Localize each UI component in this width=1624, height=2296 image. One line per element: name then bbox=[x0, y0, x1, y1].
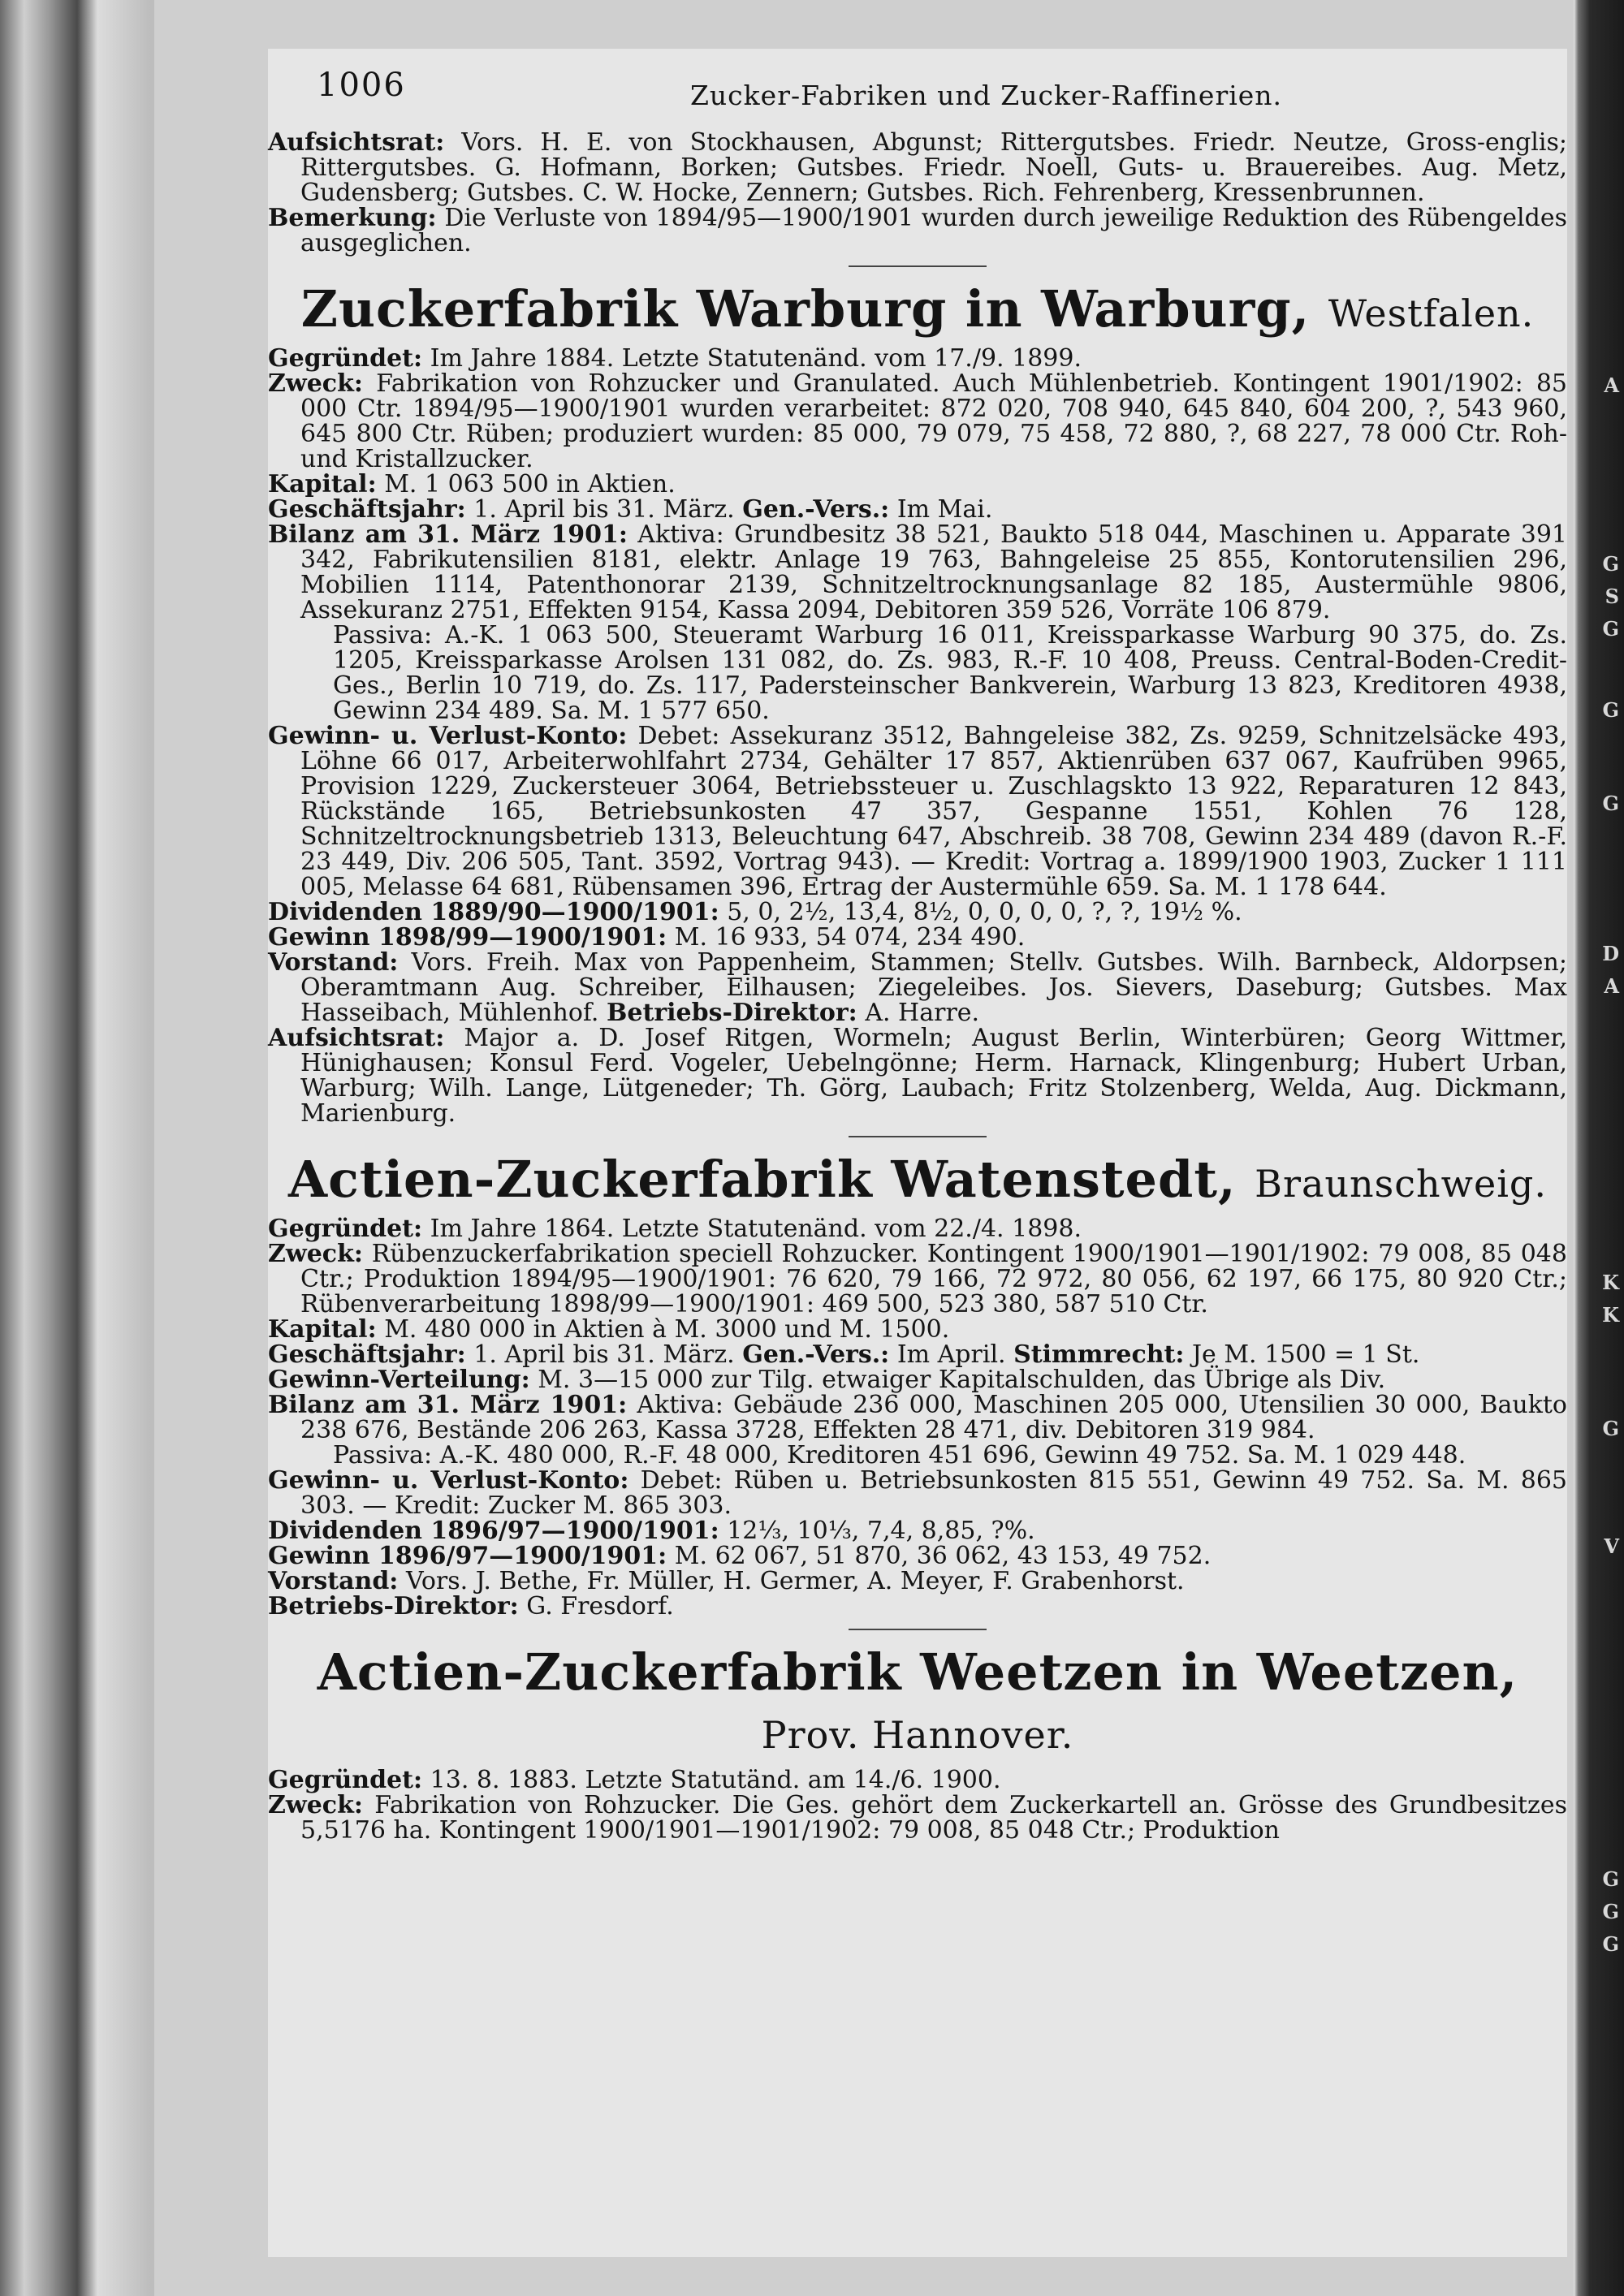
company-entry-warburg bbox=[268, 280, 1567, 1126]
entry-label: Gewinn-Verteilung: bbox=[268, 1366, 530, 1394]
entry-label: Zweck: bbox=[268, 1240, 363, 1268]
entry-text: M. 16 933, 54 074, 234 490. bbox=[674, 923, 1026, 952]
entry-line bbox=[268, 1569, 1567, 1594]
entry-label: Bemerkung: bbox=[268, 204, 437, 232]
edge-letter: G bbox=[1602, 552, 1619, 576]
edge-letter: K bbox=[1602, 1303, 1619, 1327]
entry-text: Im April. bbox=[896, 1340, 1006, 1369]
company-entry-watenstedt bbox=[268, 1150, 1567, 1619]
company-location: Westfalen. bbox=[1328, 291, 1535, 335]
edge-letter: G bbox=[1602, 1932, 1619, 1956]
entry-line bbox=[268, 1216, 1567, 1241]
entry-label: Kapital: bbox=[268, 1315, 377, 1344]
entry-line bbox=[268, 1468, 1567, 1518]
binding-gutter bbox=[0, 0, 154, 2296]
entry-label: Gewinn 1896/97—1900/1901: bbox=[268, 1542, 667, 1570]
section-divider bbox=[849, 265, 987, 267]
edge-letter: G bbox=[1602, 617, 1619, 641]
edge-letter: K bbox=[1602, 1271, 1619, 1294]
entry-label: Vorstand: bbox=[268, 948, 399, 977]
entry-label: Dividenden 1896/97—1900/1901: bbox=[268, 1517, 719, 1545]
entry-fragment bbox=[268, 130, 1567, 256]
entry-line bbox=[268, 1793, 1567, 1843]
page-header bbox=[317, 57, 1567, 111]
entry-label: Gegründet: bbox=[268, 1215, 423, 1243]
entry-text: Debet: Assekuranz 3512, Bahngeleise 382, Zs. 9259, Schnitzelsäcke 493, Löhne 66 017, Arbeiterwohlfahrt 2734, Gehälter 17 857, Aktienrüben 637 067, Kaufrüben 9965, Provision 1229, Zuckersteuer 3064, Betriebssteuer u. Zuschlagskto 13 922, Reparaturen 12 843, Rückstände 165, Betriebsunkosten 47 357, Gespanne 1551, Kohlen 76 128, Schnitzeltrocknungsbetrieb 1313, Beleuchtung 647, Abschreib. 38 708, Gewinn 234 489 (davon R.-F. 23 449, Div. 206 505, Tant. 3592, Vortrag 943). — Kredit: Vortrag a. 1899/1900 1903, Zucker 1 111 005, Melasse 64 681, Rübensamen 396, Ertrag der Austermühle 659. Sa. M. 1 178 644. bbox=[300, 722, 1567, 901]
entry-label: Gen.-Vers.: bbox=[742, 495, 890, 524]
entry-label: Bilanz am 31. März 1901: bbox=[268, 520, 628, 549]
entry-line bbox=[268, 205, 1567, 256]
entry-text: Je M. 1500 = 1 St. bbox=[1192, 1340, 1420, 1369]
entry-line bbox=[268, 371, 1567, 472]
section-divider bbox=[849, 1629, 987, 1630]
entry-line bbox=[268, 723, 1567, 900]
company-location: Prov. Hannover. bbox=[761, 1713, 1074, 1757]
edge-letter: G bbox=[1602, 1900, 1619, 1923]
entry-label: Aufsichtsrat: bbox=[268, 128, 445, 157]
company-title bbox=[268, 1150, 1567, 1213]
entry-label: Vorstand: bbox=[268, 1567, 399, 1595]
entry-text: M. 3—15 000 zur Tilg. etwaiger Kapitalschulden, das Übrige als Div. bbox=[538, 1366, 1386, 1394]
entry-text: Aktiva: Grundbesitz 38 521, Baukto 518 044, Maschinen u. Apparate 391 342, Fabrikutensilien 8181, elektr. Anlage 19 763, Bahngeleise 25 855, Kontorutensilien 296, Mobilien 1114, Patenthonorar 2139, Schnitzeltrocknungsanlage 82 185, Austermühle 9806, Assekuranz 2751, Effekten 9154, Kassa 2094, Debitoren 359 526, Vorräte 106 879. bbox=[300, 520, 1567, 624]
entry-line bbox=[268, 1594, 1567, 1619]
entry-label: Zweck: bbox=[268, 1791, 363, 1819]
edge-letter: S bbox=[1605, 585, 1619, 608]
company-title bbox=[268, 1643, 1567, 1764]
scanned-page bbox=[268, 49, 1567, 2257]
entry-label: Gewinn- u. Verlust-Konto: bbox=[268, 1466, 629, 1495]
company-entry-weetzen bbox=[268, 1643, 1567, 1843]
entry-text: Vors. H. E. von Stockhausen, Abgunst; Rittergutsbes. Friedr. Neutze, Gross-englis; Rittergutsbes. G. Hofmann, Borken; Gutsbes. Friedr. Noell, Guts- u. Brauereibes. Aug. Metz, Gudensberg; Gutsbes. C. W. Hocke, Zennern; Gutsbes. Rich. Fehrenberg, Kressenbrunnen. bbox=[300, 128, 1567, 207]
entry-text: Im Jahre 1884. Letzte Statutenänd. vom 17./9. 1899. bbox=[430, 344, 1082, 373]
entry-line bbox=[268, 522, 1567, 723]
entry-line bbox=[268, 472, 1567, 497]
entry-text: A. Harre. bbox=[865, 999, 980, 1027]
entry-text: M. 62 067, 51 870, 36 062, 43 153, 49 752. bbox=[674, 1542, 1212, 1570]
entry-line bbox=[268, 1025, 1567, 1126]
entry-line bbox=[268, 130, 1567, 205]
entry-text: Vors. Freih. Max von Pappenheim, Stammen; Stellv. Gutsbes. Wilh. Barnbeck, Aldorpsen; Oberamtmann Aug. Schreiber, Eilhausen; Ziegeleibes. Jos. Sievers, Daseburg; Gutsbes. Max Hasseibach, Mühlenhof. bbox=[300, 948, 1567, 1027]
entry-label: Aufsichtsrat: bbox=[268, 1024, 445, 1052]
company-name: Actien-Zuckerfabrik Watenstedt, bbox=[288, 1150, 1237, 1209]
edge-letter: G bbox=[1602, 792, 1619, 815]
entry-label: Geschäftsjahr: bbox=[268, 495, 466, 524]
entry-text: M. 1 063 500 in Aktien. bbox=[384, 470, 676, 498]
page-number: 1006 bbox=[317, 67, 406, 104]
edge-letter: D bbox=[1602, 942, 1619, 965]
entry-text: Die Verluste von 1894/95—1900/1901 wurden durch jeweilige Reduktion des Rübengeldes ausgeglichen. bbox=[300, 204, 1567, 257]
entry-text: Fabrikation von Rohzucker und Granulated. Auch Mühlenbetrieb. Kontingent 1901/1902: 85 000 Ctr. 1894/95—1900/1901 wurden verarbeitet: 872 020, 708 940, 645 840, 604 200, ?, 543 960, 645 800 Ctr. Rüben; produziert wurden: 85 000, 79 079, 75 458, 72 880, ?, 68 227, 78 000 Ctr. Roh- und Kristallzucker. bbox=[300, 369, 1568, 473]
entry-text: G. Fresdorf. bbox=[526, 1592, 674, 1621]
entry-label: Gegründet: bbox=[268, 1766, 423, 1794]
entry-line bbox=[268, 1543, 1567, 1569]
entry-line bbox=[268, 925, 1567, 950]
entry-text: Im Jahre 1864. Letzte Statutenänd. vom 22./4. 1898. bbox=[430, 1215, 1082, 1243]
entry-text: 13. 8. 1883. Letzte Statutänd. am 14./6. 1900. bbox=[430, 1766, 1001, 1794]
entry-label: Bilanz am 31. März 1901: bbox=[268, 1391, 628, 1419]
entry-line bbox=[268, 1392, 1567, 1468]
adjacent-page-letters bbox=[1587, 0, 1622, 2296]
entry-text: 1. April bis 31. März. bbox=[473, 1340, 735, 1369]
section-divider bbox=[849, 1136, 987, 1137]
entry-text: Debet: Rüben u. Betriebsunkosten 815 551, Gewinn 49 752. Sa. M. 865 303. — Kredit: Zucker M. 865 303. bbox=[300, 1466, 1568, 1520]
entry-line bbox=[268, 1317, 1567, 1342]
entry-text: Vors. J. Bethe, Fr. Müller, H. Germer, A. Meyer, F. Grabenhorst. bbox=[405, 1567, 1185, 1595]
entry-label: Gegründet: bbox=[268, 344, 423, 373]
entry-line bbox=[268, 1342, 1567, 1367]
entry-line bbox=[268, 1241, 1567, 1317]
company-location: Braunschweig. bbox=[1255, 1162, 1547, 1206]
edge-letter: G bbox=[1602, 698, 1619, 722]
entry-label: Geschäftsjahr: bbox=[268, 1340, 466, 1369]
entry-label: Dividenden 1889/90—1900/1901: bbox=[268, 898, 719, 926]
entry-label: Gewinn- u. Verlust-Konto: bbox=[268, 722, 628, 750]
entry-text: 12⅓, 10⅓, 7,4, 8,85, ?%. bbox=[727, 1517, 1035, 1545]
entry-text: Aktiva: Gebäude 236 000, Maschinen 205 000, Utensilien 30 000, Baukto 238 676, Bestände 206 263, Kassa 3728, Effekten 28 471, div. Debitoren 319 984. bbox=[300, 1391, 1567, 1444]
entry-label: Betriebs-Direktor: bbox=[607, 999, 857, 1027]
entry-text: 5, 0, 2½, 13,4, 8½, 0, 0, 0, 0, ?, ?, 19½ %. bbox=[727, 898, 1242, 926]
entry-line bbox=[268, 497, 1567, 522]
entry-label: Gen.-Vers.: bbox=[742, 1340, 890, 1369]
entry-label: Kapital: bbox=[268, 470, 377, 498]
entry-text: Major a. D. Josef Ritgen, Wormeln; August Berlin, Winterbüren; Georg Wittmer, Hünighausen; Konsul Ferd. Vogeler, Uebelngönne; Herm. Harnack, Klingenburg; Hubert Urban, Warburg; Wilh. Lange, Lütgeneder; Th. Görg, Laubach; Fritz Stolzenberg, Welda, Aug. Dickmann, Marienburg. bbox=[300, 1024, 1567, 1128]
entry-line bbox=[268, 1518, 1567, 1543]
company-name: Zuckerfabrik Warburg in Warburg, bbox=[300, 279, 1311, 339]
edge-letter: A bbox=[1604, 974, 1619, 998]
passiva-text: Passiva: A.-K. 1 063 500, Steueramt Warburg 16 011, Kreissparkasse Warburg 90 375, do. Zs. 1205, Kreissparkasse Arolsen 131 082, do. Zs. 983, R.-F. 10 408, Preuss. Central-Boden-Credit-Ges., Berlin 10 719, do. Zs. 117, Padersteinscher Bankverein, Warburg 13 823, Kreditoren 4938, Gewinn 234 489. Sa. M. 1 577 650. bbox=[333, 621, 1567, 725]
edge-letter: G bbox=[1602, 1867, 1619, 1891]
entry-text: Rübenzuckerfabrikation speciell Rohzucker. Kontingent 1900/1901—1901/1902: 79 008, 85 048 Ctr.; Produktion 1894/95—1900/1901: 76 620, 79 166, 72 972, 80 056, 62 197, 66 175, 80 920 Ctr.; Rübenverarbeitung 1898/99—1900/1901: 469 500, 523 380, 587 510 Ctr. bbox=[300, 1240, 1567, 1318]
entry-label: Betriebs-Direktor: bbox=[268, 1592, 519, 1621]
page-content bbox=[268, 130, 1567, 1843]
edge-letter: A bbox=[1604, 373, 1619, 397]
entry-text: Im Mai. bbox=[896, 495, 993, 524]
entry-line bbox=[268, 1767, 1567, 1793]
entry-text: M. 480 000 in Aktien à M. 3000 und M. 1500. bbox=[384, 1315, 950, 1344]
entry-line bbox=[268, 950, 1567, 1025]
running-head: Zucker-Fabriken und Zucker-Raffinerien. bbox=[690, 80, 1283, 111]
entry-label: Zweck: bbox=[268, 369, 363, 398]
edge-letter: G bbox=[1602, 1417, 1619, 1440]
entry-text: 1. April bis 31. März. bbox=[473, 495, 735, 524]
entry-label: Gewinn 1898/99—1900/1901: bbox=[268, 923, 667, 952]
entry-line bbox=[268, 1367, 1567, 1392]
entry-line bbox=[268, 900, 1567, 925]
entry-label: Stimmrecht: bbox=[1013, 1340, 1185, 1369]
company-name: Actien-Zuckerfabrik Weetzen in Weetzen, bbox=[317, 1642, 1518, 1702]
entry-text: Fabrikation von Rohzucker. Die Ges. gehört dem Zuckerkartell an. Grösse des Grundbesitzes 5,5176 ha. Kontingent 1900/1901—1901/1902: 79 008, 85 048 Ctr.; Produktion bbox=[300, 1791, 1567, 1845]
edge-letter: V bbox=[1604, 1534, 1619, 1558]
entry-line bbox=[268, 346, 1567, 371]
company-title bbox=[268, 280, 1567, 343]
passiva-text: Passiva: A.-K. 480 000, R.-F. 48 000, Kreditoren 451 696, Gewinn 49 752. Sa. M. 1 029 448. bbox=[333, 1441, 1466, 1470]
